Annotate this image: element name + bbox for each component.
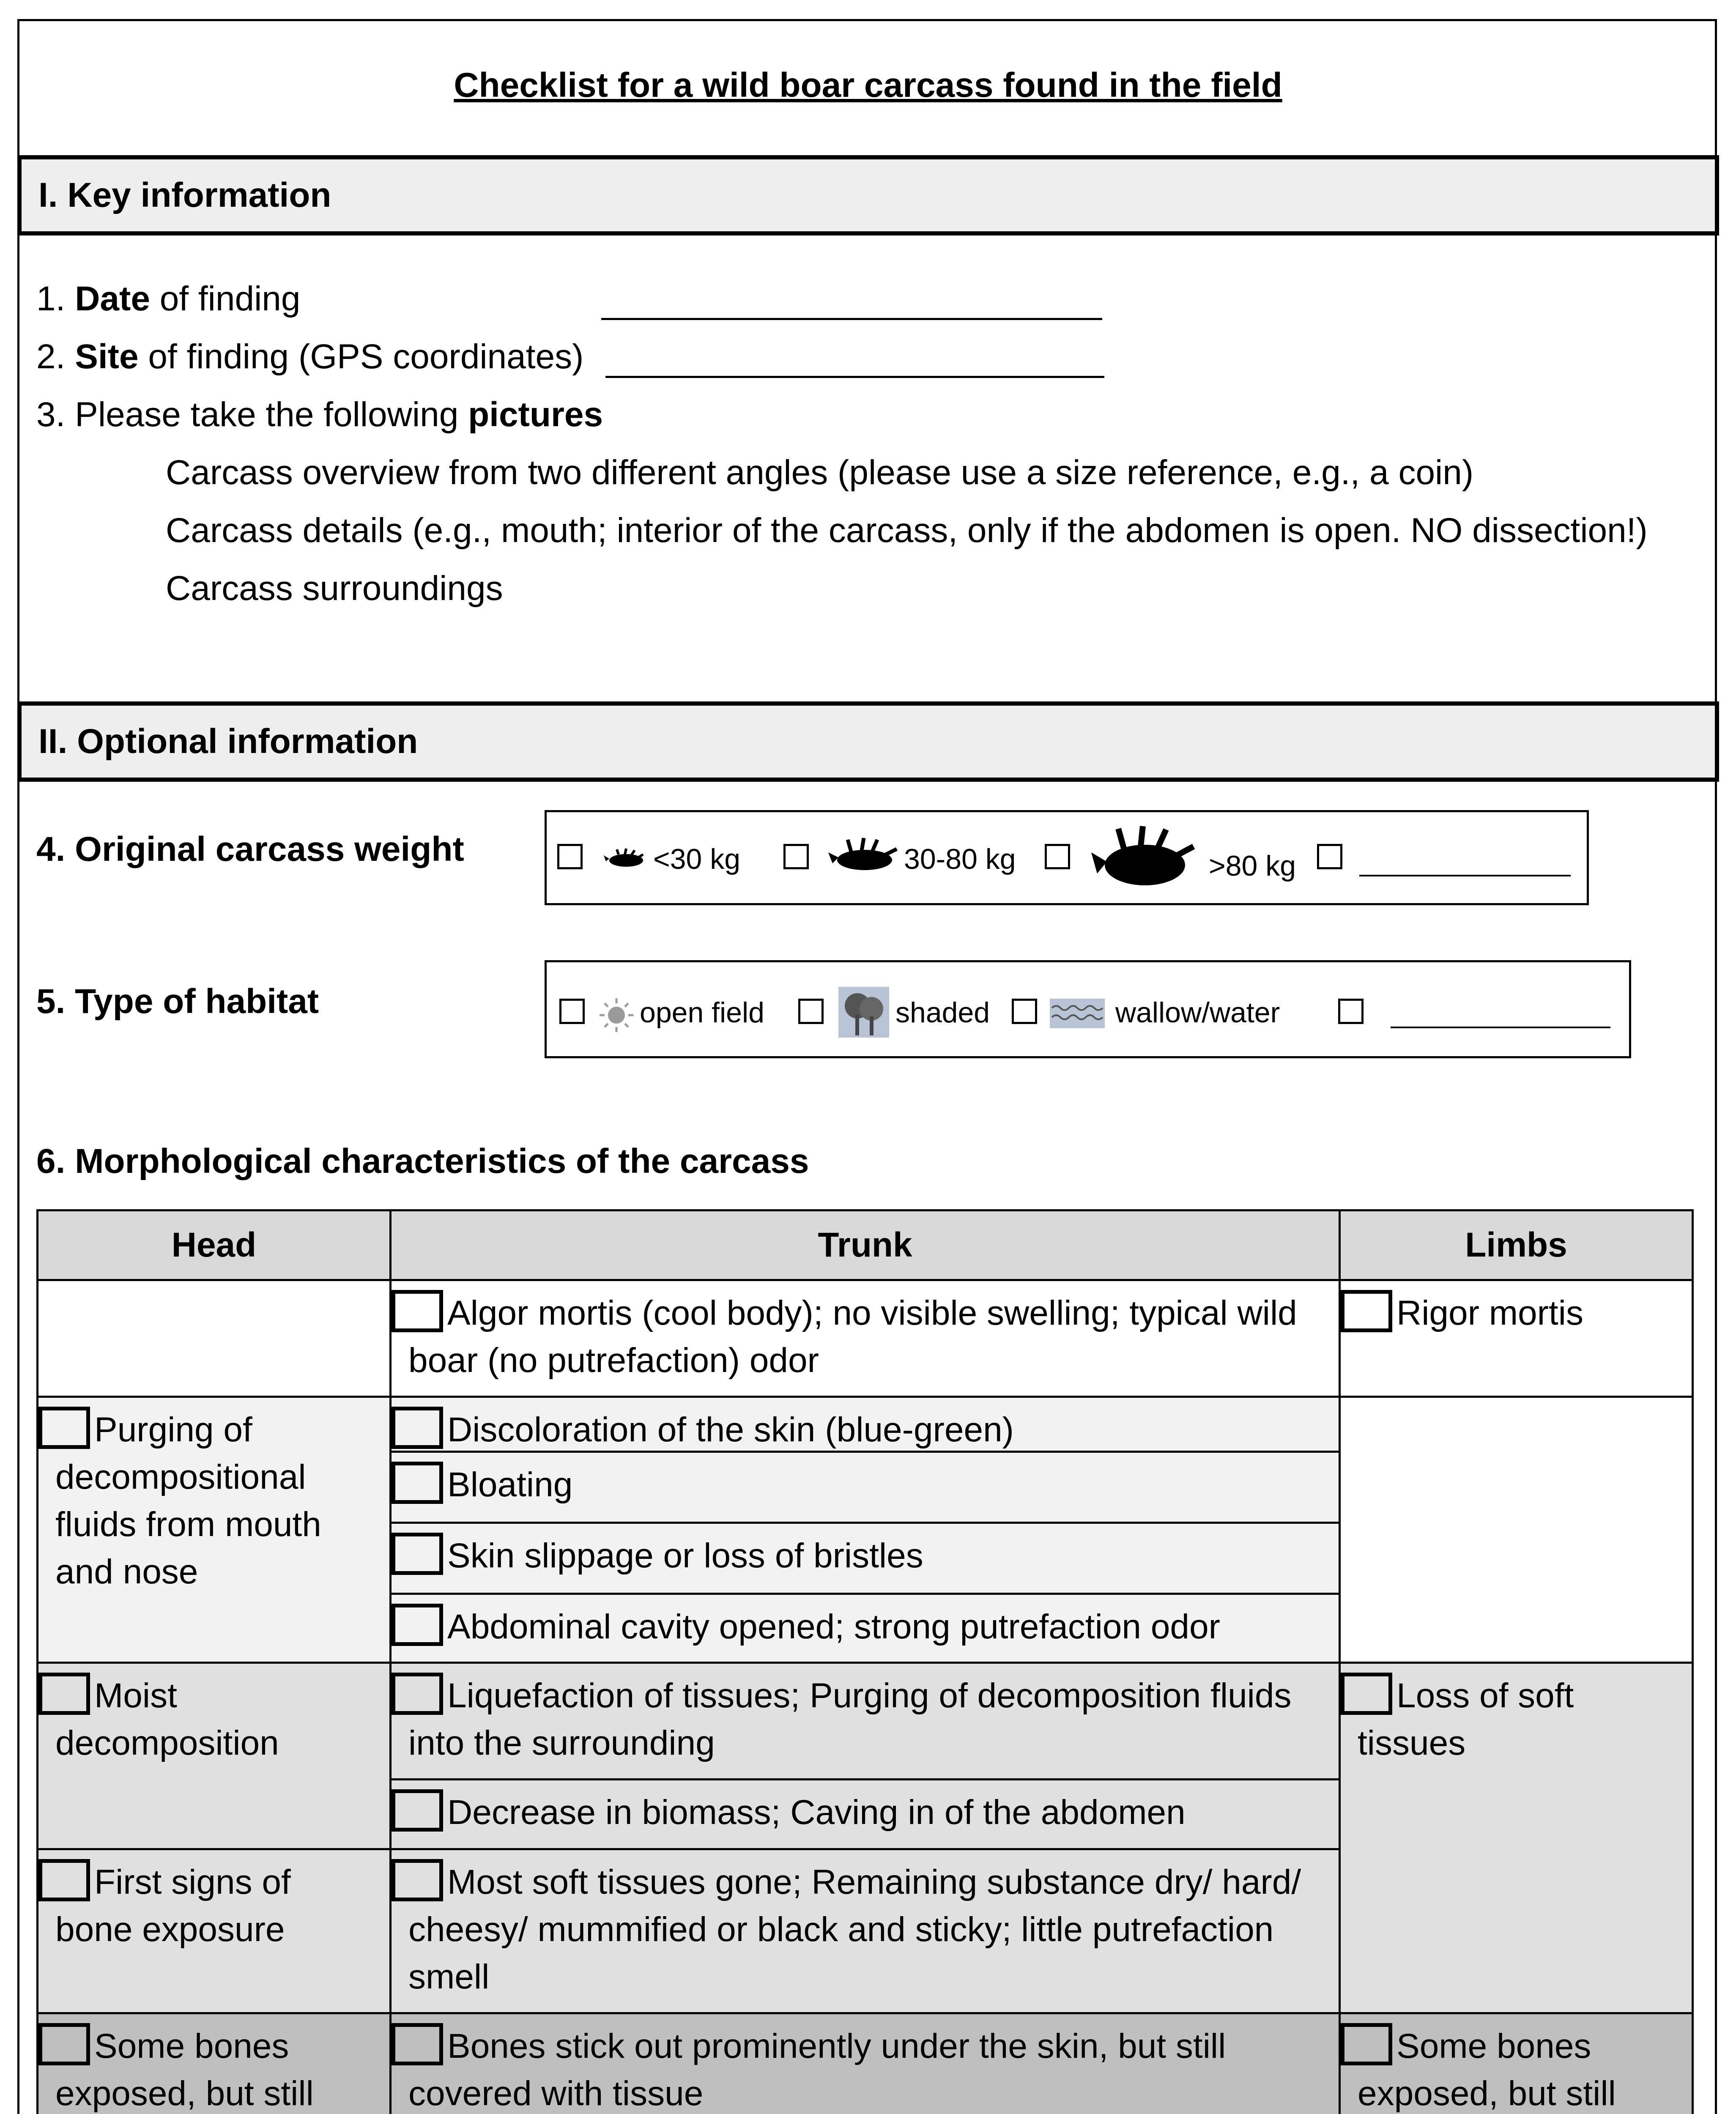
row3-limbs-cell bbox=[1340, 1663, 1693, 2013]
bones-stick-out-label: Bones stick out prominently under the skin, but still covered with tissue bbox=[408, 2027, 1226, 2113]
bloating-checkbox[interactable] bbox=[392, 1462, 443, 1504]
habitat-open-field-label: open field bbox=[640, 997, 764, 1029]
row2-trunk-cell bbox=[391, 1397, 1340, 1663]
liquefaction-label: Liquefaction of tissues; Purging of decomposition fluids into the surrounding bbox=[408, 1676, 1292, 1762]
water-icon bbox=[1050, 999, 1105, 1028]
habitat-shaded-label: shaded bbox=[895, 997, 990, 1029]
col-header-head: Head bbox=[38, 1210, 391, 1280]
picture-details: Carcass details (e.g., mouth; interior of the carcass, only if the abdomen is open. NO dissection!) bbox=[166, 511, 1648, 550]
section-header-key-information: I. Key information bbox=[17, 155, 1719, 235]
habitat-other-input-line[interactable] bbox=[1391, 1027, 1610, 1028]
row2-limbs-cell bbox=[1340, 1397, 1693, 1663]
weight-label: 4. Original carcass weight bbox=[36, 830, 464, 868]
row5-limbs-cell bbox=[1340, 2013, 1693, 2114]
habitat-label: 5. Type of habitat bbox=[36, 982, 319, 1021]
item-site bbox=[36, 337, 583, 377]
row4-trunk-cell bbox=[391, 1849, 1340, 2013]
item-site-number: 2. bbox=[36, 337, 66, 376]
row3-trunk-cell bbox=[391, 1663, 1340, 1849]
item-site-bold: Site bbox=[75, 337, 139, 376]
habitat-options-box bbox=[545, 960, 1631, 1058]
item-date-bold: Date bbox=[75, 279, 150, 318]
weight-30-80-checkbox[interactable] bbox=[783, 844, 809, 869]
habitat-open-field-checkbox[interactable] bbox=[559, 999, 585, 1024]
limbs-bones-exposed-checkbox[interactable] bbox=[1341, 2023, 1392, 2065]
site-input-line[interactable] bbox=[605, 376, 1104, 378]
page-title: Checklist for a wild boar carcass found in the field bbox=[454, 66, 1282, 104]
picture-overview: Carcass overview from two different angles (please use a size reference, e.g., a coin) bbox=[166, 453, 1474, 492]
row5-trunk-cell bbox=[391, 2013, 1340, 2114]
habitat-water-label: wallow/water bbox=[1115, 997, 1280, 1029]
row3-head-cell bbox=[38, 1663, 391, 1849]
col-header-trunk: Trunk bbox=[391, 1210, 1340, 1280]
bloating-label: Bloating bbox=[447, 1465, 573, 1504]
boar-medium-icon bbox=[826, 835, 902, 876]
biomass-decrease-label: Decrease in biomass; Caving in of the abdomen bbox=[447, 1793, 1186, 1832]
purging-fluids-label: Purging of decompositional fluids from mouth and nose bbox=[55, 1410, 321, 1591]
section-header-optional-information: II. Optional information bbox=[17, 701, 1719, 782]
weight-under30-label: <30 kg bbox=[653, 843, 741, 875]
sun-icon bbox=[597, 996, 635, 1034]
morphology-table bbox=[36, 1209, 1694, 2114]
weight-other-checkbox[interactable] bbox=[1317, 844, 1342, 869]
date-input-line[interactable] bbox=[601, 318, 1102, 320]
boar-small-icon bbox=[602, 846, 648, 869]
morphology-label: 6. Morphological characteristics of the carcass bbox=[36, 1142, 809, 1180]
row1-limbs-cell bbox=[1340, 1280, 1693, 1397]
picture-surroundings: Carcass surroundings bbox=[166, 569, 503, 608]
weight-30-80-label: 30-80 kg bbox=[904, 843, 1016, 875]
algor-mortis-label: Algor mortis (cool body); no visible swelling; typical wild boar (no putrefaction) odor bbox=[408, 1294, 1297, 1380]
abdominal-opened-checkbox[interactable] bbox=[392, 1604, 443, 1646]
item-pictures-label: 3. Please take the following bbox=[36, 395, 468, 434]
liquefaction-checkbox[interactable] bbox=[392, 1673, 443, 1715]
moist-decomposition-checkbox[interactable] bbox=[38, 1673, 90, 1715]
skin-slippage-checkbox[interactable] bbox=[392, 1533, 443, 1575]
soft-tissues-gone-checkbox[interactable] bbox=[392, 1859, 443, 1901]
item-date-number: 1. bbox=[36, 279, 66, 318]
bones-stick-out-checkbox[interactable] bbox=[392, 2023, 443, 2065]
weight-under30-checkbox[interactable] bbox=[557, 844, 583, 869]
discoloration-label: Discoloration of the skin (blue-green) bbox=[447, 1410, 1014, 1449]
loss-soft-tissues-label: Loss of soft tissues bbox=[1358, 1676, 1574, 1762]
row5-head-cell bbox=[38, 2013, 391, 2114]
head-bones-exposed-checkbox[interactable] bbox=[38, 2023, 90, 2065]
col-header-limbs: Limbs bbox=[1340, 1210, 1693, 1280]
weight-other-input-line[interactable] bbox=[1359, 875, 1571, 876]
purging-fluids-checkbox[interactable] bbox=[38, 1407, 90, 1449]
moist-decomposition-label: Moist decomposition bbox=[55, 1676, 279, 1762]
abdominal-opened-label: Abdominal cavity opened; strong putrefaction odor bbox=[447, 1607, 1220, 1646]
boar-large-icon bbox=[1088, 823, 1198, 895]
item-date bbox=[36, 279, 301, 319]
item-pictures bbox=[36, 395, 603, 435]
skin-slippage-label: Skin slippage or loss of bristles bbox=[447, 1536, 923, 1575]
item-site-label: of finding (GPS coordinates) bbox=[138, 337, 584, 376]
rigor-mortis-label: Rigor mortis bbox=[1396, 1294, 1583, 1332]
rigor-mortis-checkbox[interactable] bbox=[1341, 1290, 1392, 1332]
row4-head-cell bbox=[38, 1849, 391, 2013]
item-date-label: of finding bbox=[150, 279, 301, 318]
discoloration-checkbox[interactable] bbox=[392, 1407, 443, 1449]
habitat-water-checkbox[interactable] bbox=[1012, 999, 1037, 1024]
trees-icon bbox=[838, 987, 889, 1038]
weight-over80-checkbox[interactable] bbox=[1045, 844, 1070, 869]
weight-over80-label: >80 kg bbox=[1209, 850, 1296, 882]
biomass-decrease-checkbox[interactable] bbox=[392, 1789, 443, 1832]
item-pictures-bold: pictures bbox=[468, 395, 603, 434]
algor-mortis-checkbox[interactable] bbox=[392, 1290, 443, 1332]
head-bones-exposed-label: Some bones exposed, but still bbox=[55, 2027, 314, 2113]
row1-trunk-cell bbox=[391, 1280, 1340, 1397]
habitat-shaded-checkbox[interactable] bbox=[798, 999, 824, 1024]
bone-exposure-label: First signs of bone exposure bbox=[55, 1863, 291, 1949]
loss-soft-tissues-checkbox[interactable] bbox=[1341, 1673, 1392, 1715]
habitat-other-checkbox[interactable] bbox=[1338, 999, 1364, 1024]
limbs-bones-exposed-label: Some bones exposed, but still bbox=[1358, 2027, 1616, 2113]
weight-options-box bbox=[545, 810, 1589, 905]
row2-head-cell bbox=[38, 1397, 391, 1663]
row1-head-cell bbox=[38, 1280, 391, 1397]
bone-exposure-checkbox[interactable] bbox=[38, 1859, 90, 1901]
soft-tissues-gone-label: Most soft tissues gone; Remaining substance dry/ hard/ cheesy/ mummified or black and sticky; little putrefaction smell bbox=[408, 1863, 1301, 1996]
